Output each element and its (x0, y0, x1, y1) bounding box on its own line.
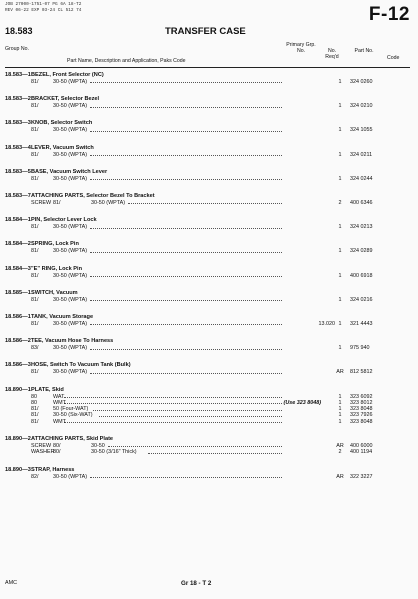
footer-brand: AMC (5, 580, 17, 586)
column-part-no: Part No. (354, 48, 374, 54)
item-group-number: 18.586—3 (5, 362, 31, 369)
item-engine: 30-50 (WPTA) (53, 151, 88, 158)
leader-dots (90, 82, 282, 83)
item-application-line (31, 273, 410, 279)
item-qty: 1 (338, 127, 342, 134)
item-qty: AR (336, 473, 344, 480)
item-engine: 80/ (53, 449, 61, 456)
leader-dots (90, 107, 282, 108)
item-model: 81/ (31, 248, 39, 255)
item-application-line (31, 127, 410, 133)
item-title: TEE, Vacuum Hose To Harness (31, 338, 114, 345)
leader-dots (90, 477, 282, 478)
item-application-line (31, 345, 410, 351)
item-part-number: 321 4443 (350, 321, 373, 327)
item-application-line (31, 369, 410, 375)
item-qty: 1 (338, 321, 342, 327)
leader-dots (99, 416, 283, 417)
item-engine: 80/ (53, 443, 61, 449)
item-engine: 50 (Four-WAT) (53, 406, 89, 413)
item-model: 81/ (31, 103, 39, 110)
item-part-number: 324 0210 (350, 103, 373, 110)
item-model: 80 (31, 399, 37, 406)
item-application-line (31, 419, 410, 425)
item-title: BASE, Vacuum Switch Lever (31, 168, 108, 175)
leader-dots (128, 203, 282, 204)
item-qty: 1 (338, 103, 342, 110)
item-primary-grp: 13.020 (318, 321, 335, 327)
item-model: 81/ (31, 321, 39, 327)
item-application-line (31, 248, 410, 254)
item-part-number: 400 6918 (350, 272, 373, 279)
item-qty: 1 (338, 393, 342, 400)
item-group-number: 18.583—3 (5, 120, 31, 127)
item-application-line (31, 176, 410, 182)
item-group-number: 18.583—5 (5, 168, 31, 175)
item-part-number: 324 0216 (350, 296, 373, 303)
item-part-number: 324 1055 (350, 127, 373, 134)
item-engine: WMT (53, 418, 66, 425)
item-model: 81/ (31, 406, 39, 413)
item-qty: AR (336, 369, 344, 376)
item-group-number: 18.586—2 (5, 338, 31, 345)
group-heading: 18.583 (5, 26, 33, 36)
page-code: F-12 (368, 4, 410, 25)
item-part-number: 812 5812 (350, 369, 373, 376)
job-code (5, 2, 81, 13)
item-part-number: 323 8048 (350, 406, 373, 413)
item-application-line (31, 224, 410, 230)
item-part-number: 323 8012 (350, 399, 373, 406)
item-group-number: 18.890—2 (5, 436, 31, 442)
item-qty: 1 (338, 79, 342, 85)
item-engine: 30-50 (WPTA) (53, 79, 88, 85)
item-part-number: 323 6092 (350, 393, 373, 400)
item-application-line (31, 297, 410, 303)
item-title: BRACKET, Selector Bezel (31, 96, 100, 103)
item-part-number: 975 940 (350, 345, 370, 352)
item-model: 81/ (31, 127, 39, 134)
leader-dots (90, 300, 282, 301)
item-engine: 30-50 (WPTA) (53, 272, 88, 279)
item-part-number: 324 0211 (350, 151, 373, 158)
item-group-number: 18.584—1 (5, 217, 31, 224)
item-part-number: 324 0244 (350, 175, 373, 182)
item-group-number: 18.890—3 (5, 466, 31, 473)
item-application-line (31, 321, 410, 327)
item-model: SCREW (31, 200, 52, 206)
item-model: 81/ (31, 79, 39, 85)
leader-dots (90, 131, 282, 132)
item-title: "E" RING, Lock Pin (31, 265, 82, 272)
item-application-line (31, 152, 410, 158)
item-engine: 30-50 (WPTA) (53, 296, 88, 303)
item-title: STRAP, Harness (31, 466, 75, 473)
item-group-number: 18.585—1 (5, 289, 31, 296)
item-group-number: 18.583—7 (5, 193, 31, 199)
item-qty: 1 (338, 296, 342, 303)
item-part-number: 400 6346 (350, 200, 373, 206)
item-qty: 1 (338, 399, 342, 406)
item-engine: 30-50 (WPTA) (53, 473, 88, 480)
item-qty: 2 (338, 449, 342, 456)
item-qty: 1 (338, 248, 342, 255)
item-engine: 30-50 (WPTA) (53, 369, 88, 376)
job-code-line: JOB 27000-1751-07 PG 6A 18-T2 (5, 2, 82, 7)
item-model: 81/ (31, 151, 39, 158)
item-qty: 1 (338, 345, 342, 352)
item-group-number: 18.584—2 (5, 241, 31, 248)
column-no-reqd: No. Req'd (325, 48, 339, 61)
item-model: 81/ (31, 224, 39, 231)
leader-dots (64, 403, 282, 404)
item-title: PIN, Selector Lever Lock (31, 217, 97, 224)
item-engine: 30-50 (WPTA) (53, 224, 88, 231)
leader-dots (90, 155, 282, 156)
item-title: SWITCH, Vacuum (31, 289, 78, 296)
item-group-number: 18.583—4 (5, 144, 31, 151)
item-title: TANK, Vacuum Storage (31, 314, 94, 320)
item-title: HOSE, Switch To Vacuum Tank (Bulk) (31, 362, 131, 369)
column-description: Part Name, Description and Application, Paks Code (67, 58, 186, 64)
item-application-line (31, 79, 410, 85)
item-engine: 81/ (53, 200, 61, 206)
item-model: WASHER (31, 449, 55, 456)
item-part-number: 400 6000 (350, 443, 373, 449)
item-group-number: 18.890—1 (5, 386, 31, 393)
item-application-line (31, 200, 410, 206)
column-headers (5, 42, 410, 68)
item-engine: 30-50 (WPTA) (53, 248, 88, 255)
item-qty: 1 (338, 151, 342, 158)
item-qty: 1 (338, 418, 342, 425)
item-model: 81/ (31, 175, 39, 182)
leader-dots (148, 453, 282, 454)
leader-dots (90, 349, 282, 350)
column-primary-grp: Primary Grp. No. (286, 42, 316, 55)
job-code-line: REV 06-22 EXP 03-24 CL 512 74 (5, 7, 82, 13)
item-part-number: 323 7926 (350, 412, 373, 419)
item-title: SPRING, Lock Pin (31, 241, 79, 248)
leader-dots (108, 446, 283, 447)
leader-dots (90, 324, 282, 325)
item-application-line (31, 103, 410, 109)
item-qty: 1 (338, 406, 342, 413)
item-part-number: 324 0213 (350, 224, 373, 231)
column-code: Code (387, 55, 400, 61)
footer-page-ref: Gr 18 - T 2 (181, 580, 212, 587)
page-header (5, 26, 410, 38)
item-title: ATTACHING PARTS, Skid Plate (31, 436, 114, 442)
item-engine: WMT (53, 399, 66, 406)
item-qty: 1 (338, 175, 342, 182)
item-engine: 30-50 (WPTA) (53, 345, 88, 352)
leader-dots (64, 422, 282, 423)
item-model: 81/ (31, 272, 39, 279)
item-model: 81/ (31, 418, 39, 425)
item-application-line (31, 449, 410, 455)
item-title: KNOB, Selector Switch (31, 120, 93, 127)
item-qty: 2 (338, 200, 342, 206)
item-detail: 30-50 (WPTA) (91, 200, 126, 206)
item-detail: 30-50 (3/16" Thick) (91, 449, 137, 456)
leader-dots (90, 179, 282, 180)
item-qty: 1 (338, 412, 342, 419)
item-qty: 1 (338, 272, 342, 279)
item-model: 81/ (31, 412, 39, 419)
item-title: LEVER, Vacuum Switch (31, 144, 94, 151)
item-group-number: 18.583—1 (5, 72, 31, 78)
leader-dots (93, 410, 282, 411)
item-model: 81/ (31, 369, 39, 376)
item-model: 82/ (31, 473, 39, 480)
item-part-number: 323 8048 (350, 418, 373, 425)
item-part-number: 324 0289 (350, 248, 373, 255)
item-model: 81/ (31, 296, 39, 303)
column-group: Group No. (5, 46, 29, 52)
item-model: 83/ (31, 345, 39, 352)
leader-dots (90, 228, 282, 229)
item-title: PLATE, Skid (31, 386, 64, 393)
item-engine: 30-50 (WPTA) (53, 175, 88, 182)
leader-dots (90, 252, 282, 253)
item-title: ATTACHING PARTS, Selector Bezel To Bracket (31, 193, 155, 199)
item-model: 80 (31, 393, 37, 400)
section-title: TRANSFER CASE (165, 26, 246, 37)
item-engine: WAT (53, 393, 65, 400)
leader-dots (90, 276, 282, 277)
item-qty: 1 (338, 224, 342, 231)
leader-dots (64, 397, 282, 398)
item-group-number: 18.586—1 (5, 314, 31, 320)
item-group-number: 18.583—2 (5, 96, 31, 103)
item-application-line (31, 474, 410, 480)
item-note: (Use 323 8048) (283, 399, 321, 406)
item-engine: 30-50 (WPTA) (53, 321, 88, 327)
item-engine: 30-50 (WPTA) (53, 103, 88, 110)
item-detail: 30-50 (91, 443, 105, 449)
leader-dots (90, 373, 282, 374)
item-model: SCREW (31, 443, 52, 449)
item-group-number: 18.584—3 (5, 265, 31, 272)
item-engine: 30-50 (Six-WAT) (53, 412, 93, 419)
item-part-number: 400 1194 (350, 449, 373, 456)
item-title: BEZEL, Front Selector (NC) (31, 72, 104, 78)
item-part-number: 324 0260 (350, 79, 373, 85)
item-part-number: 322 3227 (350, 473, 373, 480)
item-qty: AR (336, 443, 344, 449)
item-engine: 30-50 (WPTA) (53, 127, 88, 134)
